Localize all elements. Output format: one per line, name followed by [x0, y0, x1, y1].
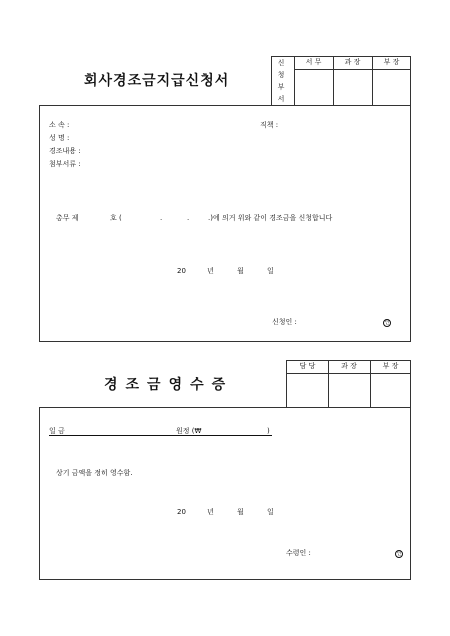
amount-won-label: 원정 (₩ [176, 427, 202, 435]
form2-date-day-label: 일 [267, 508, 274, 516]
statement-number: 호 ( [110, 214, 122, 222]
form1-title: 회사경조금지급신청서 [84, 73, 230, 89]
form1-date-year-label: 년 [207, 267, 214, 275]
field-affiliation-label: 소 속 : [49, 121, 70, 129]
form2-date-month-label: 월 [237, 508, 244, 516]
form1-date-year: 20 [177, 267, 186, 275]
form1-approval-sign-clerk[interactable] [295, 70, 332, 105]
form1-approval-box [271, 56, 411, 106]
form1-approval-header-manager: 과 장 [344, 58, 361, 66]
form1-approval-side-label: 신 청 부 서 [277, 59, 285, 103]
form1-approval-sign-director[interactable] [373, 70, 410, 105]
form2-main-box [39, 407, 411, 580]
form2-approval-sign-staff[interactable] [288, 374, 327, 407]
form2-approval-sign-director[interactable] [371, 374, 410, 407]
form2-approval-sign-manager[interactable] [329, 374, 369, 407]
form1-main-box [39, 105, 411, 342]
amount-label: 일 금 [49, 427, 65, 435]
field-position-label: 직책 : [260, 121, 279, 129]
form2-approval-header-staff: 담 당 [299, 362, 316, 370]
applicant-label: 신청인 : [272, 318, 297, 326]
form2-date-year-label: 년 [207, 508, 214, 516]
applicant-seal-icon: 인 [384, 320, 390, 326]
receiver-label: 수령인 : [286, 549, 311, 557]
form2-approval-box [286, 360, 411, 408]
field-name-label: 성 명 : [49, 134, 70, 142]
statement-prefix: 총무 제 [56, 214, 79, 222]
statement-dot-2: . [187, 214, 190, 222]
form1-approval-header-clerk: 서 무 [305, 58, 322, 66]
form2-approval-header-manager: 과 장 [341, 362, 357, 370]
form1-date-month-label: 월 [237, 267, 244, 275]
form2-approval-header-director: 부 장 [382, 362, 399, 370]
receiver-seal-icon: 인 [396, 551, 402, 557]
field-event-label: 경조내용 : [49, 147, 81, 155]
field-attachments-label: 첨부서류 : [49, 160, 81, 168]
form1-approval-sign-manager[interactable] [334, 70, 371, 105]
form2-title: 경조금영수증 [104, 377, 234, 393]
statement-dot-1: . [160, 214, 163, 222]
receipt-statement: 상기 금액을 정히 영수함. [56, 469, 133, 477]
amount-close-paren: ) [267, 427, 270, 435]
amount-underline [49, 435, 272, 436]
statement-suffix: .)에 의거 위와 같이 경조금을 신청합니다 [208, 214, 333, 222]
form1-date-day-label: 일 [267, 267, 274, 275]
amount-input[interactable] [80, 425, 170, 435]
form2-date-year: 20 [177, 508, 186, 516]
form1-approval-header-director: 부 장 [383, 58, 400, 66]
